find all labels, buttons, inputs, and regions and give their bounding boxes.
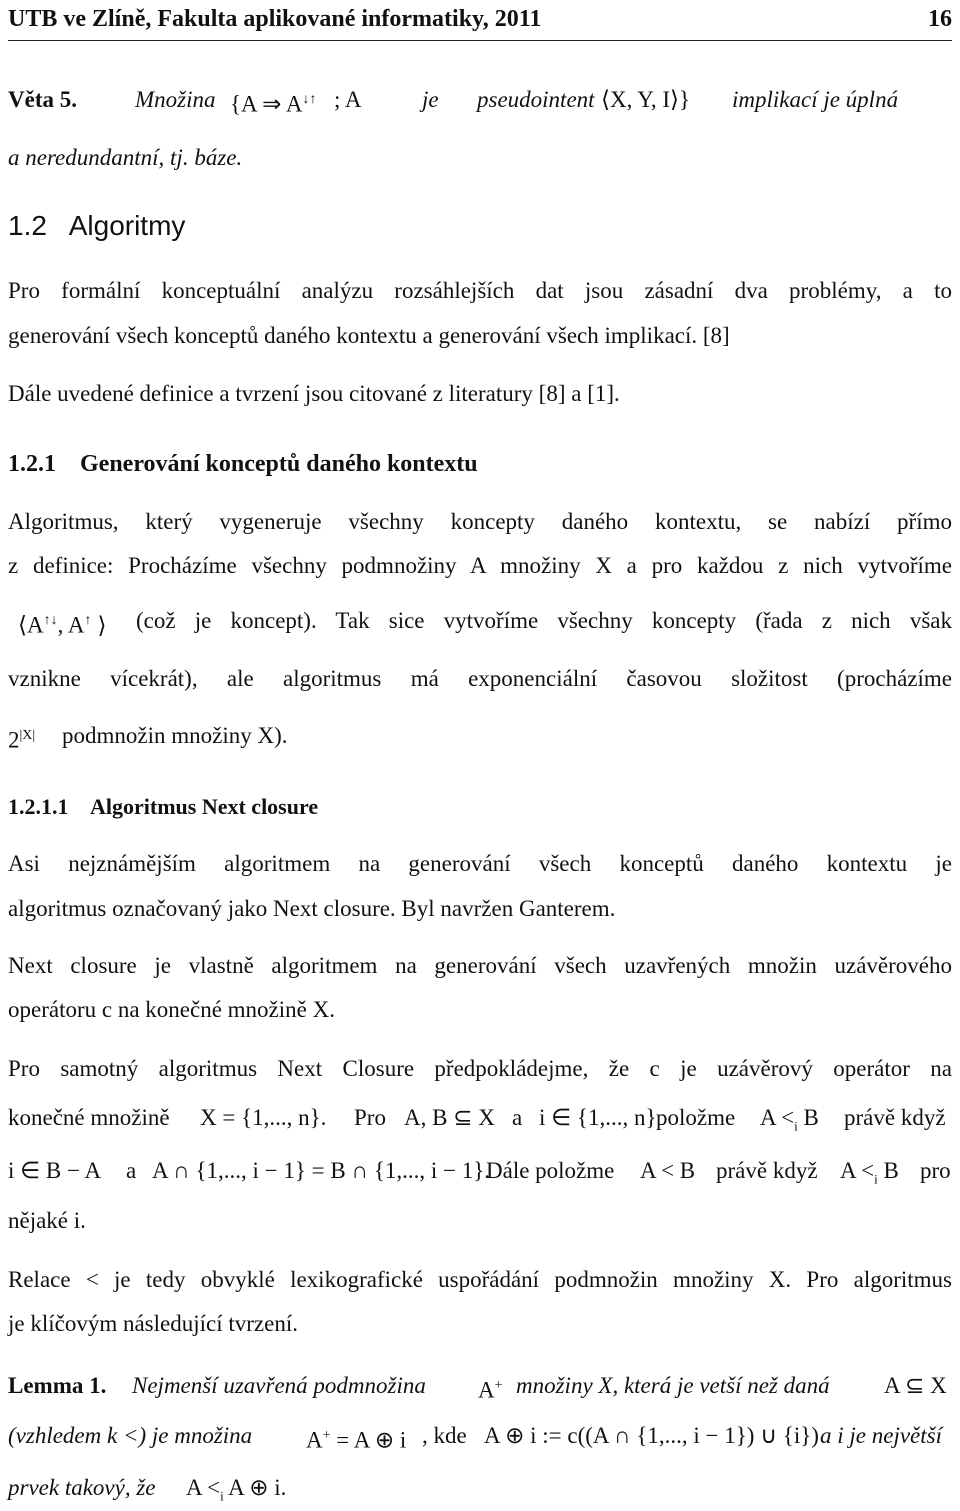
theorem-word-mnozina: Množina bbox=[135, 87, 216, 112]
power-formula: $2^{|X|}$ bbox=[8, 727, 36, 753]
concept-formula: ⟨A↑↓, A↑ ⟩ bbox=[18, 612, 107, 638]
header-title: UTB ve Zlíně, Fakulta aplikované informatiky, 2011 bbox=[8, 6, 542, 32]
section-number: 1.2.1 bbox=[8, 451, 56, 477]
p1-line-1: Pro formální konceptuální analýzu rozsáhlejších dat jsou zásadní dva problémy, a to bbox=[8, 278, 952, 303]
p5-line-2: operátoru c na konečné množině X. bbox=[8, 997, 335, 1022]
lemma-label: Lemma 1. bbox=[8, 1373, 107, 1398]
p7-line-1: Relace < je tedy obvyklé lexikografické uspořádání podmnožin množiny X. Pro algoritmus bbox=[8, 1267, 952, 1292]
theorem-word-je: je bbox=[422, 87, 439, 112]
section-heading-1-2 bbox=[8, 212, 952, 240]
p2: Dále uvedené definice a tvrzení jsou citované z literatury [8] a [1]. bbox=[8, 381, 620, 406]
section-heading-1-2-1-1 bbox=[8, 793, 952, 821]
p1-line-2: generování všech konceptů daného kontextu a generování všech implikací. [8] bbox=[8, 323, 730, 348]
theorem-formula-1: {A ⇒ A↓↑ bbox=[230, 91, 317, 117]
section-heading-1-2-1 bbox=[8, 450, 952, 478]
p5-line-1: Next closure je vlastně algoritmem na generování všech uzavřených množin uzávěrového bbox=[8, 953, 952, 978]
section-title: Generování konceptů daného kontextu bbox=[80, 451, 478, 477]
p7-line-2: je klíčovým následující tvrzení. bbox=[8, 1311, 298, 1336]
theorem-word-tail: implikací je úplná bbox=[732, 87, 899, 112]
section-title: Algoritmy bbox=[68, 210, 186, 241]
page-header bbox=[8, 0, 952, 41]
p3-line-1: Algoritmus, který vygeneruje všechny koncepty daného kontextu, se nabízí přímo bbox=[8, 509, 952, 534]
p4-line-2: algoritmus označovaný jako Next closure. Byl navržen Ganterem. bbox=[8, 896, 616, 921]
theorem-line-2: a neredundantní, tj. báze. bbox=[8, 145, 243, 170]
theorem-formula-2: ; A bbox=[334, 87, 362, 112]
theorem-label: Věta 5. bbox=[8, 87, 77, 112]
p6-line-4: nějaké i. bbox=[8, 1208, 86, 1233]
p6-line-1: Pro samotný algoritmus Next Closure předpokládejme, že c je uzávěrový operátor na bbox=[8, 1056, 952, 1081]
section-number: 1.2 bbox=[8, 210, 47, 241]
section-title: Algoritmus Next closure bbox=[90, 794, 319, 819]
p4-line-1: Asi nejznámějším algoritmem na generování všech konceptů daného kontextu je bbox=[8, 851, 952, 876]
theorem-formula-3: ⟨X, Y, I⟩} bbox=[601, 87, 691, 112]
theorem-word-pseudointent: pseudointent bbox=[477, 87, 595, 112]
p3-line-4: vznikne vícekrát), ale algoritmus má exponenciální časovou složitost (procházíme bbox=[8, 666, 952, 691]
p3-line-2: z definice: Procházíme všechny podmnožiny A množiny X a pro každou z nich vytvoříme bbox=[8, 553, 952, 578]
page-number: 16 bbox=[928, 6, 952, 32]
section-number: 1.2.1.1 bbox=[8, 794, 69, 819]
